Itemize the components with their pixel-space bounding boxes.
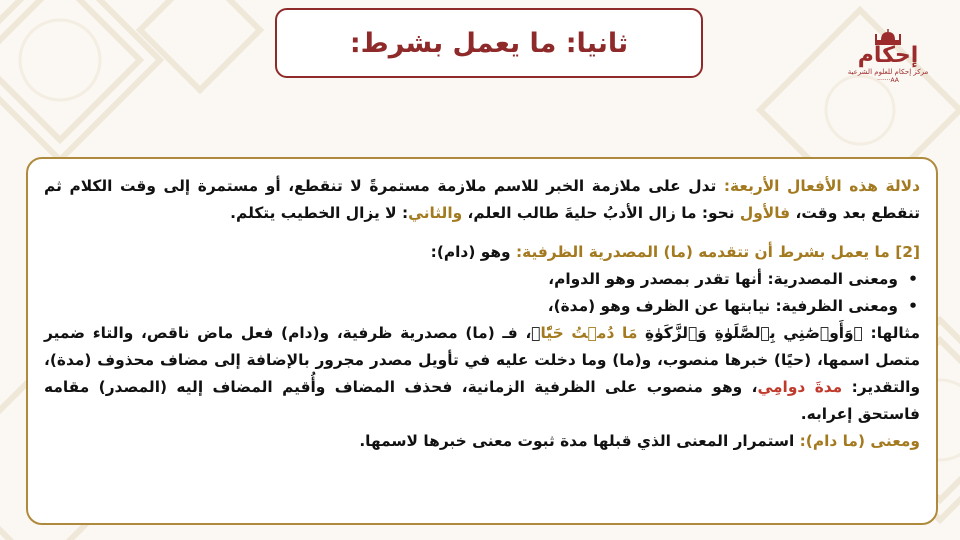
example-lead: مثالها: ﴿ (853, 324, 920, 342)
ma-dama-label: ومعنى (ما دام): (799, 432, 920, 450)
meaning-label: دلالة هذه الأفعال الأربعة: (723, 177, 920, 195)
title-box (275, 8, 703, 78)
logo-tagline: AA······· (877, 77, 899, 84)
content-box (26, 157, 938, 525)
paragraph-example (44, 320, 920, 428)
quran-quote-a: وَأَوۡصَٰنِي بِٱلصَّلَوٰةِ وَٱلزَّكَوٰةِ (637, 324, 854, 342)
estimate-phrase: مدةَ دوامِي (757, 378, 843, 396)
bullet-item-masdariya (44, 266, 920, 293)
example-end: ، وهو منصوب على الظرفية الزمانية، فحذف المضاف وأُقيم المضاف إليه (المصدر) مقامه فاستحق إعرابه. (44, 378, 920, 423)
conditional-label: [2] ما يعمل بشرط أن تتقدمه (ما) المصدرية الظرفية: (515, 243, 920, 261)
logo-name: إحكام (857, 43, 919, 68)
bullet-text: أنها تقدر بمصدر وهو الدوام، (548, 270, 768, 288)
paragraph-conditional (44, 239, 920, 266)
bullet-text: نيابتها عن الظرف وهو (مدة)، (547, 297, 776, 315)
meaning-text-c: : لا يزال الخطيب يتكلم. (230, 204, 409, 222)
logo (846, 28, 930, 98)
meaning-text-a: تدل على ملازمة الخبر للاسم ملازمة مستمرةً لا تنقطع، أو مستمرة إلى وقت الكلام ثم تنقطع بعد وقت، (44, 177, 920, 222)
paragraph-ma-dama (44, 428, 920, 455)
meaning-text-b: نحو: ما زال الأدبُ حليةَ طالب العلم، (462, 204, 740, 222)
first-label: فالأول (739, 204, 791, 222)
conditional-text: وهو (دام): (430, 243, 516, 261)
example-analysis: ﴾، فـ (ما) مصدرية ظرفية، و(دام) فعل ماض ناقص، والتاء ضمير متصل اسمها، (حيًا) خبرها منصوب، و(ما) وما دخلت عليه في تأويل مصدر مجرور بالإضافة إلى مضاف محذوف (مدة)، والتقدير: (44, 324, 921, 396)
paragraph-meaning (44, 173, 920, 227)
logo-subtitle: مركز إحكام للعلوم الشرعية (847, 68, 929, 76)
slide-title: ثانيا: ما يعمل بشرط: (349, 27, 629, 59)
ma-dama-text: استمرار المعنى الذي قبلها مدة ثبوت معنى خبرها لاسمها. (359, 432, 800, 450)
bullet-item-zarfiya (44, 293, 920, 320)
bullet-label: ومعنى المصدرية: (767, 270, 898, 288)
quran-quote-b: مَا دُمۡتُ حَيّٗا (540, 324, 638, 342)
second-label: والثاني (408, 204, 463, 222)
bullet-label: ومعنى الظرفية: (775, 297, 898, 315)
